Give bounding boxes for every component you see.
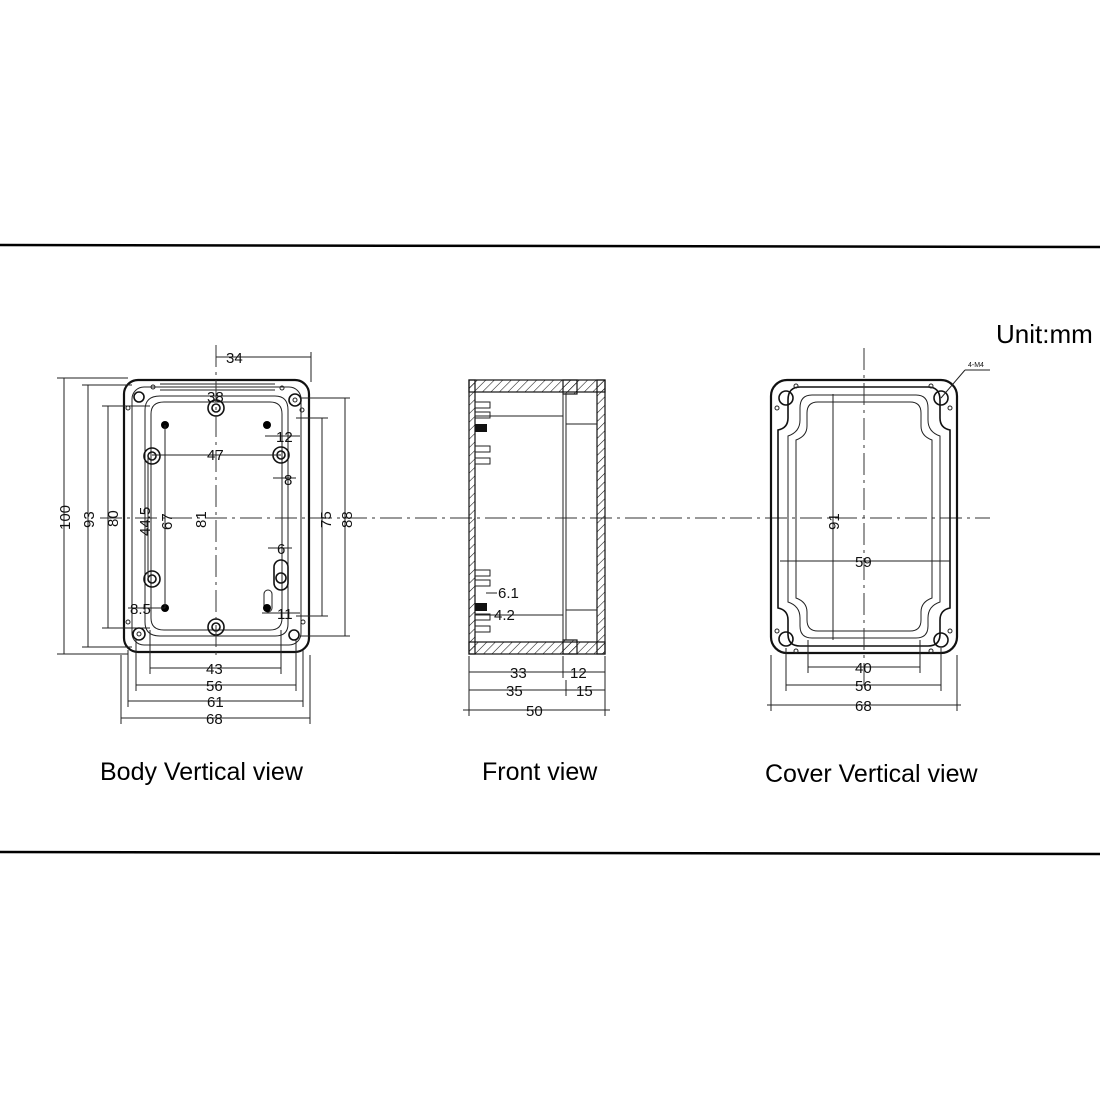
dim-4-2: 4.2: [494, 607, 515, 624]
top-border-line: [0, 245, 1100, 247]
dim-8-5: 8.5: [130, 601, 151, 618]
cover-vertical-view: [765, 348, 990, 788]
front-right-wall: [597, 380, 605, 654]
dim-35: 35: [506, 683, 523, 700]
dim-12: 12: [276, 429, 293, 446]
front-view: [463, 380, 610, 786]
dim-43: 43: [206, 661, 223, 678]
dim-68-cover: 68: [855, 698, 872, 715]
front-top-wall: [469, 380, 605, 392]
mounting-boss-left: [144, 448, 160, 464]
mounting-boss-lower-right: [274, 560, 288, 590]
dim-8: 8: [284, 472, 293, 489]
dim-56-cover: 56: [855, 678, 872, 695]
thread-callout: 4-M4: [968, 362, 984, 369]
dim-50: 50: [526, 703, 543, 720]
dim-93: 93: [81, 511, 98, 528]
mounting-boss-lower-left: [144, 571, 160, 587]
dim-68: 68: [206, 711, 223, 728]
dim-81: 81: [193, 511, 210, 528]
front-lid-lip-bottom: [563, 640, 577, 654]
dim-44-5: 44.5: [137, 506, 154, 536]
front-ribs-top: [475, 402, 490, 464]
dim-11: 11: [277, 606, 293, 623]
dim-6: 6: [277, 541, 286, 558]
cover-view-caption: Cover Vertical view: [765, 760, 978, 788]
front-lid-lip-top: [563, 380, 577, 394]
bottom-border-line: [0, 852, 1100, 854]
front-bottom-wall: [469, 642, 605, 654]
dim-6-1: 6.1: [498, 585, 519, 602]
corner-hole-br: [289, 630, 299, 640]
corner-hole-tr: [289, 394, 301, 406]
corner-hole-bl: [133, 628, 145, 640]
body-vertical-view: [57, 345, 356, 786]
dim-67: 67: [159, 513, 176, 530]
corner-hole-tl: [134, 392, 144, 402]
dim-59: 59: [855, 554, 872, 571]
dim-34: 34: [226, 350, 243, 367]
dim-61: 61: [207, 694, 224, 711]
unit-label: Unit:mm: [996, 319, 1093, 349]
dim-12-front: 12: [570, 665, 587, 682]
screw-dot-2: [263, 421, 271, 429]
dim-80: 80: [105, 510, 122, 527]
dim-91: 91: [826, 513, 843, 530]
dim-40: 40: [855, 660, 872, 677]
front-view-caption: Front view: [482, 758, 598, 786]
dim-38: 38: [207, 389, 224, 406]
dim-56: 56: [206, 678, 223, 695]
dim-33: 33: [510, 665, 527, 682]
dim-100: 100: [57, 504, 74, 530]
front-left-wall: [469, 380, 475, 654]
screw-dot-4: [263, 604, 271, 612]
dim-75: 75: [318, 511, 335, 528]
front-ribs-bottom: [475, 570, 490, 632]
dim-88: 88: [339, 511, 356, 528]
body-view-caption: Body Vertical view: [100, 758, 303, 786]
dim-47: 47: [207, 447, 224, 464]
dim-15: 15: [576, 683, 593, 700]
